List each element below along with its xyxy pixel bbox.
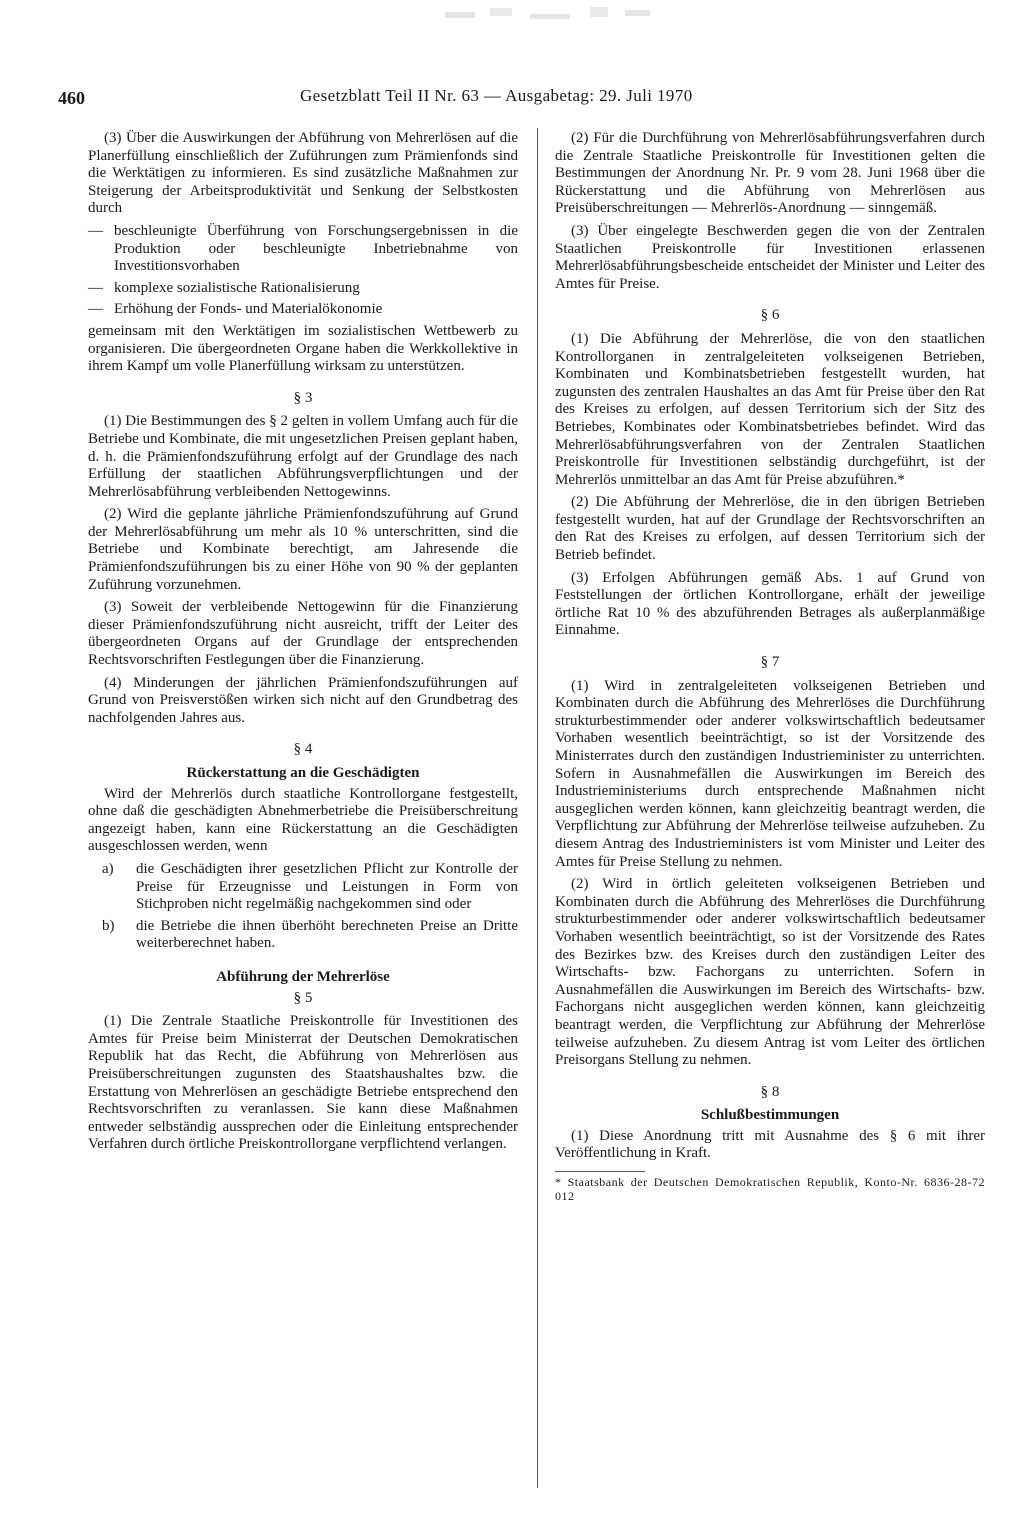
left-column [88,130,518,1159]
list-item [88,280,518,298]
paragraph: (3) Soweit der verbleibende Nettogewinn für die Finanzierung dieser Prämienfondszuführung nicht ausreicht, trifft der Leiter des übergeordneten Organs auf der Grundlage der entsprechenden Rechtsvorschriften Festlegungen über die Finanzierung. [88,599,518,669]
section-title: Rückerstattung an die Geschädigten [186,765,420,781]
list-item-text: die Geschädigten ihrer gesetzlichen Pflicht zur Kontrolle der Preise für Erzeugnisse und Leistungen in Form von Stichproben nicht regelmäßig nachgekommen sind oder [136,860,518,913]
paragraph: (2) Für die Durchführung von Mehrerlösabführungsverfahren durch die Zentrale Staatliche Preiskontrolle für Investitionen gelten die Bestimmungen der Anordnung Nr. Pr. 9 vom 28. Juni 1968 über die Rückerstattung und die Abführung von Mehrerlösen aus Preisüberschreitungen — Mehrerlös-Anordnung — sinngemäß. [555,130,985,217]
paragraph: (3) Über eingelegte Beschwerden gegen die von der Zentralen Staatlichen Preiskontrolle für Investitionen erlassenen Mehrerlösabführungsbescheide entscheidet der Minister und Leiter des Amtes für Preise. [555,222,985,292]
paragraph: Wird der Mehrerlös durch staatliche Kontrollorgane festgestellt, ohne daß die geschädigten Abnehmerbetriebe die Preisüberschreitung angezeigt haben, kann eine Rückerstattung an die Geschädigten ausgeschlossen werden, wenn [88,785,518,855]
section-heading: § 4 [293,741,313,758]
page-number: 460 [58,88,85,108]
list-item-text: die Betriebe die ihnen überhöht berechneten Preise an Dritte weiterberechnet haben. [136,917,518,952]
column-divider [537,128,538,1488]
scan-smudge [440,4,660,30]
list-item-text: Erhöhung der Fonds- und Materialökonomie [114,301,383,318]
dash-marker: — [88,222,103,239]
paragraph: (1) Wird in zentralgeleiteten volkseigenen Betrieben und Kombinaten durch die Abführung des Mehrerlöses die Durchführung strukturbestimmender oder anderer volkswirtschaftlich bedeutsamer Vorhaben wesentlich beeinträchtigt, so ist der Vorsitzende des Ministerrates durch den zuständigen Industrieminister zu unterrichten. Sofern in Ausnahmefällen die Auswirkungen im Bereich des Industrieministeriums durch entsprechende Maßnahmen nicht ausgeglichen werden können, kann gleichzeitig beantragt werden, die Verpflichtung zur Abführung der Mehrerlöse teilweise aufzuheben. Zu diesem Antrag des Industrieministers ist vom Minister und Leiter des Amtes für Preise Stellung zu nehmen. [555,677,985,870]
paragraph: (3) Erfolgen Abführungen gemäß Abs. 1 auf Grund von Feststellungen der örtlichen Kontrollorgane, erhält der jeweilige örtliche Rat 10 % des abzuführenden Betrages als außerplanmäßige Einnahme. [555,569,985,639]
list-item-text: komplexe sozialistische Rationalisierung [114,279,360,296]
paragraph: (1) Die Abführung der Mehrerlöse, die von den staatlichen Kontrollorganen in zentralgeleiteten volkseigenen Betrieben, Kombinaten und Kombinatsbetrieben festgestellt wurden, hat zugunsten des zentralen Haushaltes an das Amt für Preise über den Rat des Kreises zu erfolgen, auf dessen Territorium sich der Sitz des Betriebes, Kombinates oder Kombinatsbetriebes befindet. Wird das Mehrerlösabführungsverfahren von der Zentralen Staatlichen Preiskontrolle für Investitionen selbständig durchgeführt, ist der Mehrerlös unmittelbar an das Amt für Preise abzuführen.* [555,330,985,488]
dash-marker: — [88,301,103,318]
list-item [88,301,518,319]
paragraph: (2) Die Abführung der Mehrerlöse, die in den übrigen Betrieben festgestellt wurden, hat auf der Grundlage der Rechtsvorschriften an den Rat des Kreises zu erfolgen, auf dessen Territorium sich der Betrieb befindet. [555,494,985,564]
list-item [88,918,518,953]
paragraph: (1) Die Bestimmungen des § 2 gelten in vollem Umfang auch für die Betriebe und Kombinate, die mit ungesetzlichen Preisen geplant haben, d. h. die Prämienfondszuführung erfolgt auf der Grundlage des nach Erfüllung der staatlichen Abführungsverpflichtungen und der Mehrerlösabführung verbleibenden Nettogewinns. [88,413,518,500]
list-marker: b) [102,917,115,934]
paragraph: (2) Wird in örtlich geleiteten volkseigenen Betrieben und Kombinaten durch die Abführung des Mehrerlöses die Durchführung strukturbestimmender oder anderer volkswirtschaftlich bedeutsamer Vorhaben wesentlich beeinträchtigt, so ist der Vorsitzende des Rates des Bezirkes bzw. des Kreises durch den zuständigen Leiter des Wirtschafts- bzw. Fachorgans zu unterrichten. Sofern in Ausnahmefällen die Auswirkungen im Bereich des Wirtschafts- bzw. Fachorgans nicht ausgeglichen werden können, kann gleichzeitig beantragt werden, die Verpflichtung zur Abführung der Mehrerlöse teilweise aufzuheben. Zu diesem Antrag ist vom Leiter des örtlichen Preisorgans Stellung zu nehmen. [555,876,985,1069]
section-title: Schlußbestimmungen [700,1107,840,1124]
list-item-text: beschleunigte Überführung von Forschungsergebnissen in die Produktion oder beschleunigte Inbetriebnahme von Investitionsvorhaben [114,222,518,275]
right-column [555,130,985,1203]
list-item [88,861,518,914]
running-header: Gesetzblatt Teil II Nr. 63 — Ausgabetag: 29. Juli 1970 [300,86,693,105]
list-marker: a) [102,860,114,877]
footnote: * Staatsbank der Deutschen Demokratischen Republik, Konto-Nr. 6836-28-72 012 [555,1175,985,1204]
paragraph: (3) Über die Auswirkungen der Abführung von Mehrerlösen auf die Planerfüllung einschließlich der Zuführungen zum Prämienfonds sind die Werktätigen zu informieren. Es sind zusätzliche Maßnahmen zur Steigerung der Arbeitsproduktivität und Senkung der Selbstkosten durch [88,130,518,217]
section-heading: § 3 [293,389,313,406]
paragraph: (1) Diese Anordnung tritt mit Ausnahme des § 6 mit ihrer Veröffentlichung in Kraft. [555,1127,985,1162]
paragraph: (4) Minderungen der jährlichen Prämienfondszuführungen auf Grund von Preisverstößen wirken sich nicht auf den Grundbetrag des nachfolgenden Jahres aus. [88,674,518,726]
section-title: Abführung der Mehrerlöse [216,968,390,985]
section-heading: § 8 [760,1083,780,1100]
section-heading: § 7 [760,654,780,671]
dash-marker: — [88,279,103,296]
list-item [88,223,518,276]
section-heading: § 5 [293,989,313,1006]
paragraph: gemeinsam mit den Werktätigen im sozialistischen Wettbewerb zu organisieren. Die übergeordneten Organe haben die Werkkollektive in ihrem Kampf um volle Planerfüllung wirksam zu unterstützen. [88,322,518,375]
paragraph: (1) Die Zentrale Staatliche Preiskontrolle für Investitionen des Amtes für Preise beim Ministerrat der Deutschen Demokratischen Republik hat das Recht, die Abführung von Mehrerlösen aus Preisüberschreitungen zugunsten des Staatshaushaltes bzw. die Erstattung von Mehrerlösen an geschädigte Betriebe entsprechend den Rechtsvorschriften zu veranlassen. Sie kann diese Maßnahmen entweder selbständig aussprechen oder die Einleitung entsprechender Verfahren durch örtliche Preiskontrollorgane verpflichtend verlangen. [88,1013,518,1153]
section-heading: § 6 [760,307,780,324]
footnote-rule [555,1171,645,1172]
paragraph: (2) Wird die geplante jährliche Prämienfondszuführung auf Grund der Mehrerlösabführung um mehr als 10 % unterschritten, sind die Betriebe und Kombinate berechtigt, am Jahresende die Prämienfondszuführungen bis zu einer Höhe von 90 % der geplanten Zuführung vorzunehmen. [88,506,518,593]
